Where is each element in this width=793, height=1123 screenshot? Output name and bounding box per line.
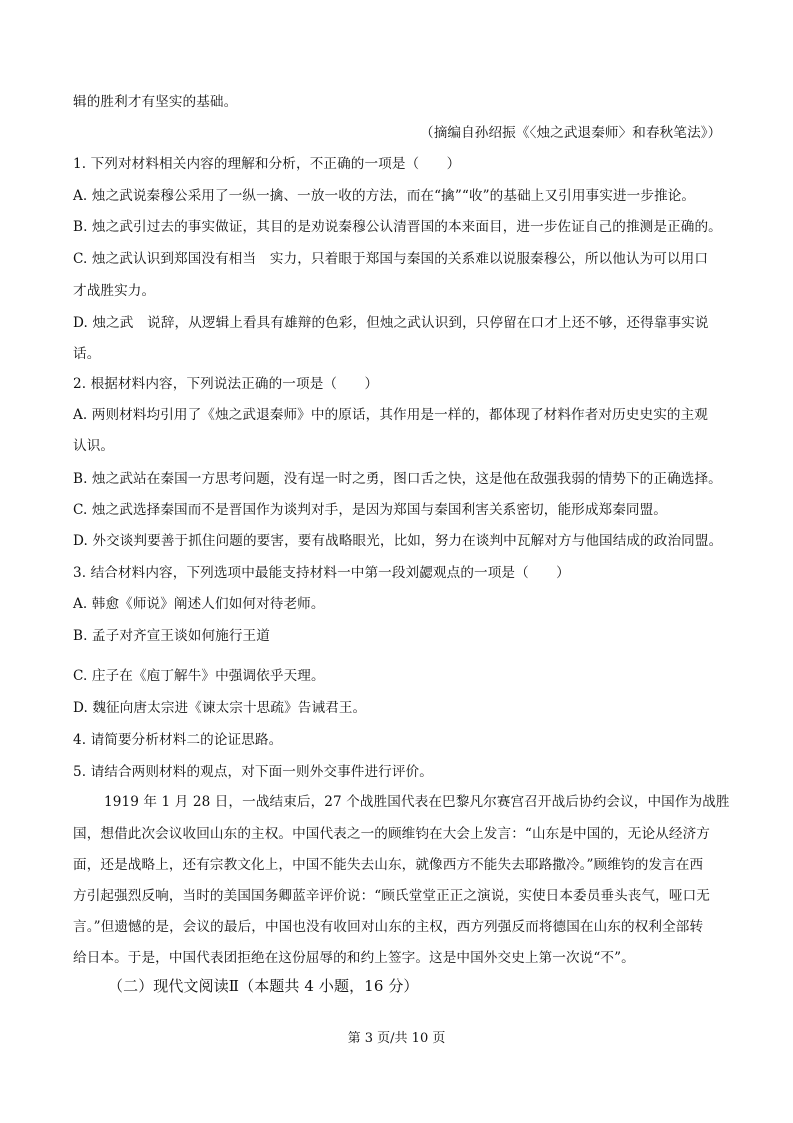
question-4: 4. 请简要分析材料二的论证思路。 [73, 732, 283, 748]
passage-line: 1919 年 1 月 28 日，一战结束后，27 个战胜国代表在巴黎凡尔赛宫召开战后协约会议，中国作为战胜 [104, 794, 730, 810]
question-1-option-d-cont: 话。 [73, 346, 101, 362]
question-2-option-d: D. 外交谈判要善于抓住问题的要害，要有战略眼光，比如，努力在谈判中瓦解对方与他国结成的政治同盟。 [73, 533, 723, 549]
question-1-option-c-cont: 才战胜实力。 [73, 283, 156, 299]
passage-line: 给日本。于是，中国代表团拒绝在这份屈辱的和约上签字。这是中国外交史上第一次说“不”。 [73, 950, 635, 966]
question-1-option-c: C. 烛之武认识到郑国没有相当 实力，只着眼于郑国与秦国的关系难以说服秦穆公，所以他认为可以用口 [73, 251, 709, 267]
question-3-option-c: C. 庄子在《庖丁解牛》中强调依乎天理。 [73, 668, 325, 684]
passage-line: 国，想借此次会议收回山东的主权。中国代表之一的顾维钧在大会上发言：“山东是中国的，无论从经济方 [73, 826, 710, 842]
question-3: 3. 结合材料内容，下列选项中最能支持材料一中第一段刘勰观点的一项是（ ） [73, 565, 570, 581]
question-1: 1. 下列对材料相关内容的理解和分析，不正确的一项是（ ） [73, 156, 461, 172]
question-3-option-d: D. 魏征向唐太宗进《谏太宗十思疏》告诫君王。 [73, 700, 367, 716]
question-3-option-b: B. 孟子对齐宣王谈如何施行王道 [73, 628, 270, 644]
question-2: 2. 根据材料内容，下列说法正确的一项是（ ） [73, 376, 379, 392]
text-line: 辑的胜利才有坚实的基础。 [73, 94, 238, 110]
question-2-option-a: A. 两则材料均引用了《烛之武退秦师》中的原话，其作用是一样的，都体现了材料作者对历史史实的主观 [73, 407, 708, 423]
question-5: 5. 请结合两则材料的观点，对下面一则外交事件进行评价。 [73, 764, 433, 780]
page-footer: 第 3 页/共 10 页 [347, 1031, 446, 1046]
question-2-option-c: C. 烛之武选择秦国而不是晋国作为谈判对手，是因为郑国与秦国利害关系密切，能形成郑秦同盟。 [73, 502, 667, 518]
section-heading: （二）现代文阅读Ⅱ（本题共 4 小题，16 分） [108, 977, 419, 995]
question-2-option-b: B. 烛之武站在秦国一方思考问题，没有逞一时之勇，图口舌之快，这是他在敌强我弱的情势下的正确选择。 [73, 471, 722, 487]
question-1-option-a: A. 烛之武说秦穆公采用了一纵一擒、一放一收的方法，而在“擒”“收”的基础上又引用事实进一步推论。 [73, 188, 696, 204]
question-1-option-d: D. 烛之武 说辞，从逻辑上看具有雄辩的色彩，但烛之武认识到，只停留在口才上还不够，还得靠事实说 [73, 315, 709, 331]
passage-line: 言。”但遗憾的是，会议的最后，中国也没有收回对山东的主权，西方列强反而将德国在山东的权利全部转 [73, 919, 704, 935]
source-citation: （摘编自孙绍振《〈烛之武退秦师〉和春秋笔法》） [420, 125, 722, 141]
passage-line: 方引起强烈反响，当时的美国国务卿蓝辛评价说：“顾氏堂堂正正之演说，实使日本委员垂头丧气，哑口无 [73, 888, 710, 904]
question-1-option-b: B. 烛之武引过去的事实做证，其目的是劝说秦穆公认清晋国的本来面目，进一步佐证自己的推测是正确的。 [73, 219, 722, 235]
question-2-option-a-cont: 认识。 [73, 438, 115, 454]
question-3-option-a: A. 韩愈《师说》阐述人们如何对待老师。 [73, 596, 325, 612]
passage-line: 面，还是战略上，还有宗教文化上，中国不能失去山东，就像西方不能失去耶路撒冷。”顾维钧的发言在西 [73, 857, 704, 873]
